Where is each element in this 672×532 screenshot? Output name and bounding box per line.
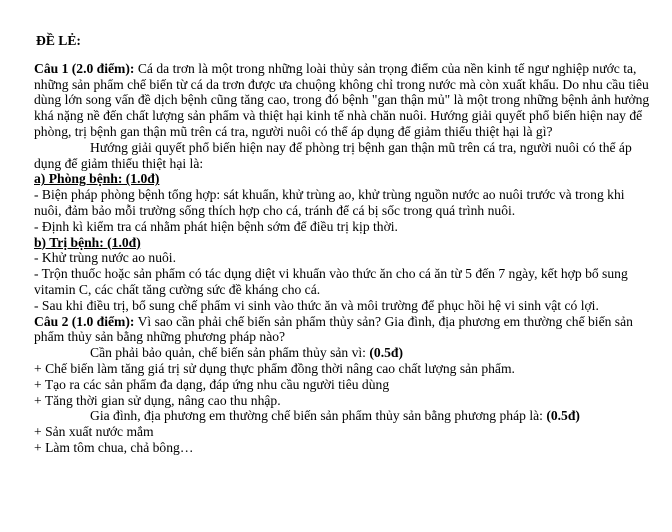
question-1-label: Câu 1 (2.0 điểm): bbox=[34, 60, 135, 76]
question-1 bbox=[34, 61, 652, 140]
reason-item: + Chế biến làm tăng giá trị sử dụng thực phẩm đồng thời nâng cao chất lượng sản phẩm. bbox=[34, 360, 515, 376]
method-item: + Sản xuất nước mắm bbox=[34, 424, 154, 440]
reason-item: + Tạo ra các sản phẩm đa dạng, đáp ứng nhu cầu người tiêu dùng bbox=[34, 376, 390, 392]
question-2 bbox=[34, 314, 652, 346]
question-1-text: Cá da trơn là một trong những loài thủy sản trọng điểm của nền kinh tế ngư nghiệp nước ta, những sản phẩm chế biến từ cá da trơn được ưa chuộng không chỉ trong nước mà còn xuất khẩu. Do nhu cầu tiêu dùng lớn song vấn đề dịch bệnh cũng tăng cao, trong đó bệnh "gan thận mủ" là một trong những bệnh ảnh hưởng khá nặng nề đến chất lượng sản phẩm và thiệt hại kinh tế nhà chăn nuôi. Hướng giải quyết phổ biến hiện nay để phòng, trị bệnh gan thận mũ trên cá tra, người nuôi có thể áp dụng để giảm thiểu thiệt hại là gì? bbox=[34, 60, 650, 139]
section-b-line: - Trộn thuốc hoặc sản phẩm có tác dụng diệt vi khuẩn vào thức ăn cho cá ăn từ 5 đến 7 ngày, kết hợp bổ sung vitamin C, các chất tăng cường sức đề kháng cho cá. bbox=[34, 266, 628, 297]
method-points: (0.5đ) bbox=[546, 408, 580, 424]
section-b-line: - Sau khi điều trị, bổ sung chế phẩm vi sinh vào thức ăn và môi trường để phục hồi hệ vi sinh vật có lợi. bbox=[34, 297, 599, 313]
section-a-heading: a) Phòng bệnh: (1.0đ) bbox=[34, 171, 160, 187]
reason-item: + Tăng thời gian sử dụng, nâng cao thu nhập. bbox=[34, 392, 281, 408]
method-intro-text: Gia đình, địa phương em thường chế biến sản phẩm thủy sản bằng phương pháp là: bbox=[90, 408, 543, 424]
question-2-text: Vì sao cần phải chế biến sản phẩm thủy sản? Gia đình, địa phương em thường chế biến sản phẩm thủy sản bằng những phương pháp nào? bbox=[34, 313, 633, 345]
exam-document bbox=[34, 33, 652, 456]
question-1-answer-intro: Hướng giải quyết phổ biến hiện nay để phòng trị bệnh gan thận mũ trên cá tra, người nuôi có thể áp dụng để giảm thiểu thiệt hại là: bbox=[34, 139, 632, 171]
section-a-line: - Biện pháp phòng bệnh tổng hợp: sát khuẩn, khử trùng ao, khử trùng nguồn nước ao nuôi trước và trong khi nuôi, đảm bảo mỗi trường sống thích hợp cho cá, tránh để cá bị sốc trong quá trình nuôi. bbox=[34, 187, 625, 218]
exam-title: ĐỀ LẺ: bbox=[36, 33, 81, 48]
reason-intro bbox=[34, 345, 652, 361]
reason-points: (0.5đ) bbox=[369, 345, 403, 361]
method-intro bbox=[34, 408, 652, 424]
section-b-line: - Khử trùng nước ao nuôi. bbox=[34, 250, 176, 266]
reason-intro-text: Cần phải bảo quản, chế biến sản phẩm thủy sản vì: bbox=[90, 345, 366, 361]
method-item: + Làm tôm chua, chả bông… bbox=[34, 439, 194, 455]
section-b-heading: b) Trị bệnh: (1.0đ) bbox=[34, 234, 141, 250]
section-a-line: - Định kì kiểm tra cá nhằm phát hiện bệnh sớm để điều trị kịp thời. bbox=[34, 218, 398, 234]
question-2-label: Câu 2 (1.0 điểm): bbox=[34, 313, 135, 329]
